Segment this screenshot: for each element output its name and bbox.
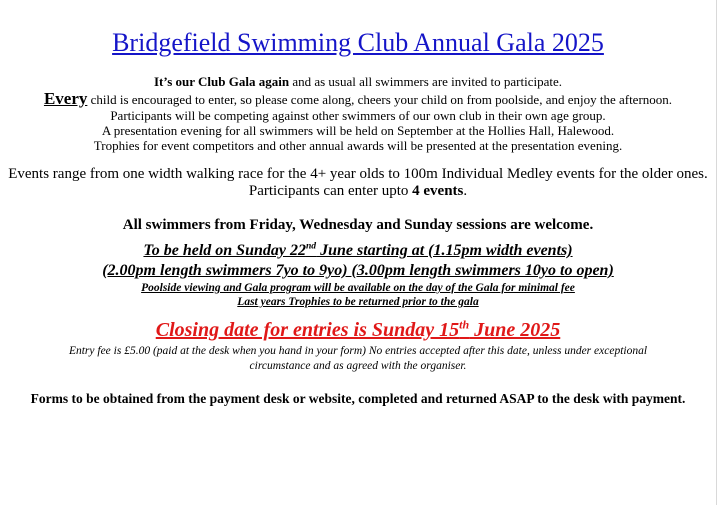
fee-line-1: Entry fee is £5.00 (paid at the desk when you hand in your form) No entries accepted after this date, unless under exceptional [68, 345, 648, 357]
closing-post: June 2025 [469, 319, 561, 341]
fee-line-2: circumstance and as agreed with the organiser. [249, 360, 467, 372]
intro-line-2-rest: child is encouraged to enter, so please come along, cheers your child on from poolside, and enjoy the afternoon. [87, 92, 673, 107]
closing-sup: th [459, 317, 470, 332]
intro-line-1-rest: and as usual all swimmers are invited to participate. [289, 74, 562, 89]
held-line-3: Poolside viewing and Gala program will be available on the day of the Gala for minimal fee [141, 282, 575, 294]
intro-line-3: Participants will be competing against other swimmers of our own club in their own age group. [110, 108, 606, 123]
closing-date [0, 318, 716, 342]
held-line-1-post: June starting at (1.15pm width events) [316, 242, 573, 259]
forms-note: Forms to be obtained from the payment desk or website, completed and returned ASAP to the desk with payment. [30, 391, 686, 406]
intro-line-1-bold: It’s our Club Gala again [153, 74, 290, 89]
held-line-1-pre: To be held on Sunday 22 [143, 242, 306, 259]
events-line-1: Events range from one width walking race for the 4+ year olds to 100m Individual Medley events for the older ones. [8, 166, 708, 182]
closing-pre: Closing date for entries is Sunday 15 [155, 319, 460, 341]
intro-every: Every [43, 89, 88, 108]
held-line-4: Last years Trophies to be returned prior to the gala [237, 296, 479, 308]
intro-line-4: A presentation evening for all swimmers will be held on September at the Hollies Hall, Halewood. [101, 123, 615, 138]
held-line-1 [0, 241, 716, 260]
events-count: 4 events [412, 183, 464, 199]
events-line-2 [0, 182, 716, 200]
intro-line-2 [0, 91, 716, 107]
held-line-1-sup: nd [305, 240, 317, 252]
page-title: Bridgefield Swimming Club Annual Gala 2025 [112, 28, 604, 57]
intro-line-1 [0, 74, 716, 89]
events-line-2-post: . [463, 183, 468, 199]
intro-line-5: Trophies for event competitors and other annual awards will be presented at the presentation evening. [93, 138, 623, 153]
events-line-2-pre: Participants can enter upto [248, 183, 413, 199]
sessions-line: All swimmers from Friday, Wednesday and Sunday sessions are welcome. [122, 217, 594, 233]
held-line-2: (2.00pm length swimmers 7yo to 9yo) (3.00pm length swimmers 10yo to open) [102, 262, 614, 279]
